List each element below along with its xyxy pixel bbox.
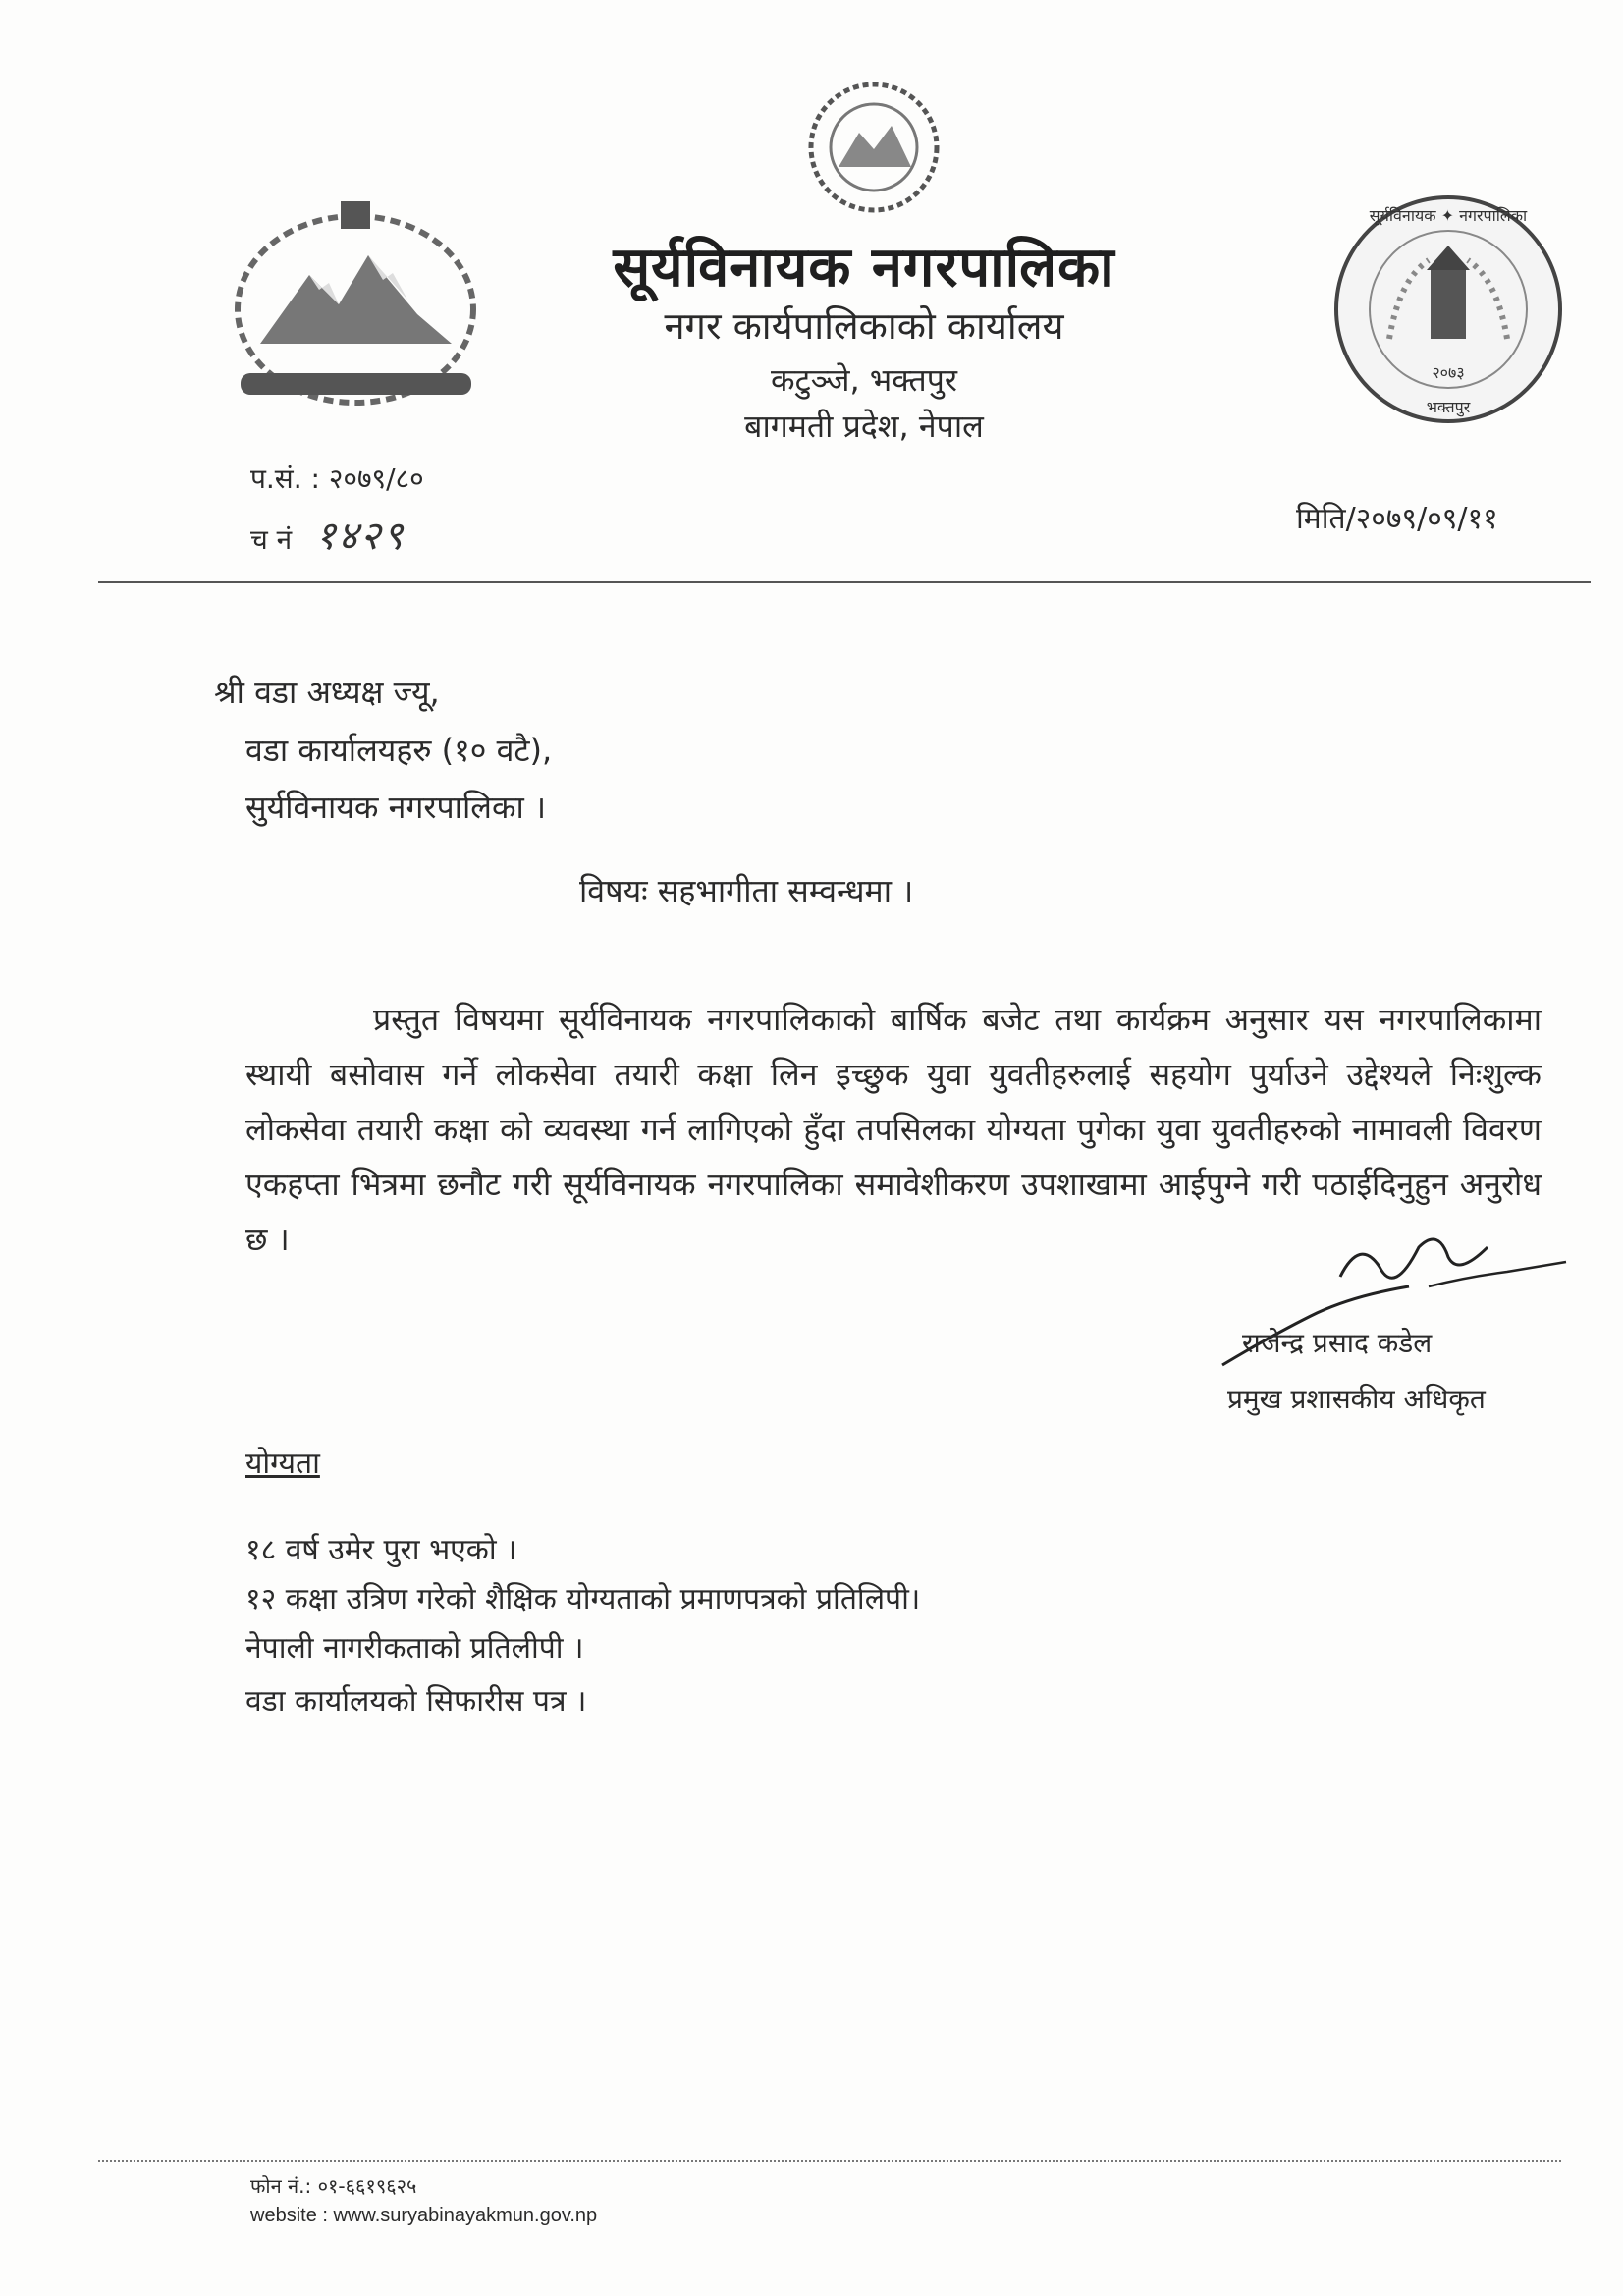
chalani-label: च नं xyxy=(250,523,293,556)
footer-phone: फोन नं.: ०१-६६१९६२५ xyxy=(250,2174,417,2198)
nepal-emblem-icon xyxy=(221,196,491,412)
signatory-name: राजेन्द्र प्रसाद कडेल xyxy=(1242,1327,1433,1359)
qualifications-heading: योग्यता xyxy=(245,1447,320,1481)
footer-divider xyxy=(98,2160,1561,2162)
recipient-line2: वडा कार्यालयहरु (१० वटै), xyxy=(245,732,553,769)
seal-bottom-text: भक्तपुर xyxy=(1426,398,1471,416)
municipality-seal-icon xyxy=(805,79,943,216)
office-address-line2: बागमती प्रदेश, नेपाल xyxy=(744,408,984,445)
header-divider xyxy=(98,581,1591,583)
municipality-logo-icon xyxy=(1330,191,1566,427)
footer-website: website : www.suryabinayakmun.gov.np xyxy=(250,2205,598,2226)
office-address-line1: कटुञ्जे, भक्तपुर xyxy=(771,361,957,399)
qualification-item: नेपाली नागरीकताको प्रतिलीपी । xyxy=(245,1631,584,1666)
chalani-number xyxy=(250,507,405,561)
letter-subject: विषयः सहभागीता सम्वन्धमा । xyxy=(579,872,914,909)
seal-top-text: सूर्यविनायक ✦ नगरपालिका xyxy=(1369,206,1528,225)
recipient-line3: सुर्यविनायक नगरपालिका । xyxy=(245,789,547,826)
chalani-value: १४२९ xyxy=(315,514,406,559)
office-subtitle: नगर कार्यपालिकाको कार्यालय xyxy=(664,304,1064,348)
letter-body: प्रस्तुत विषयमा सूर्यविनायक नगरपालिकाको बार्षिक बजेट तथा कार्यक्रम अनुसार यस नगरपालिकामा स्थायी बसोवास गर्ने लोकसेवा तयारी कक्षा लिन इच्छुक युवा युवतीहरुलाई सहयोग पुर्याउने उद्देश्यले निःशुल्क लोकसेवा तयारी कक्षा को व्यवस्था गर्न लागिएको हुँदा तपसिलका योग्यता पुगेका युवा युवतीहरुको नामावली विवरण एकहप्ता भित्रमा छनौट गरी सूर्यविनायक नगरपालिका समावेशीकरण उपशाखामा आईपुग्ने गरी पठाईदिनुहुन अनुरोध छ । xyxy=(245,1001,1542,1258)
signatory-title: प्रमुख प्रशासकीय अधिकृत xyxy=(1227,1383,1486,1415)
letter-date: मिति/२०७९/०९/११ xyxy=(1296,502,1498,536)
reference-number: प.सं. : २०७९/८० xyxy=(250,463,424,495)
recipient-line1: श्री वडा अध्यक्ष ज्यू, xyxy=(214,674,440,711)
qualification-item: वडा कार्यालयको सिफारीस पत्र । xyxy=(245,1684,587,1719)
seal-year: २०७३ xyxy=(1432,363,1465,382)
qualification-item: १८ वर्ष उमेर पुरा भएको । xyxy=(245,1533,517,1567)
qualification-item: १२ कक्षा उत्रिण गरेको शैक्षिक योग्यताको प्रमाणपत्रको प्रतिलिपी। xyxy=(245,1582,921,1616)
office-title: सूर्यविनायक नगरपालिका xyxy=(613,236,1115,300)
